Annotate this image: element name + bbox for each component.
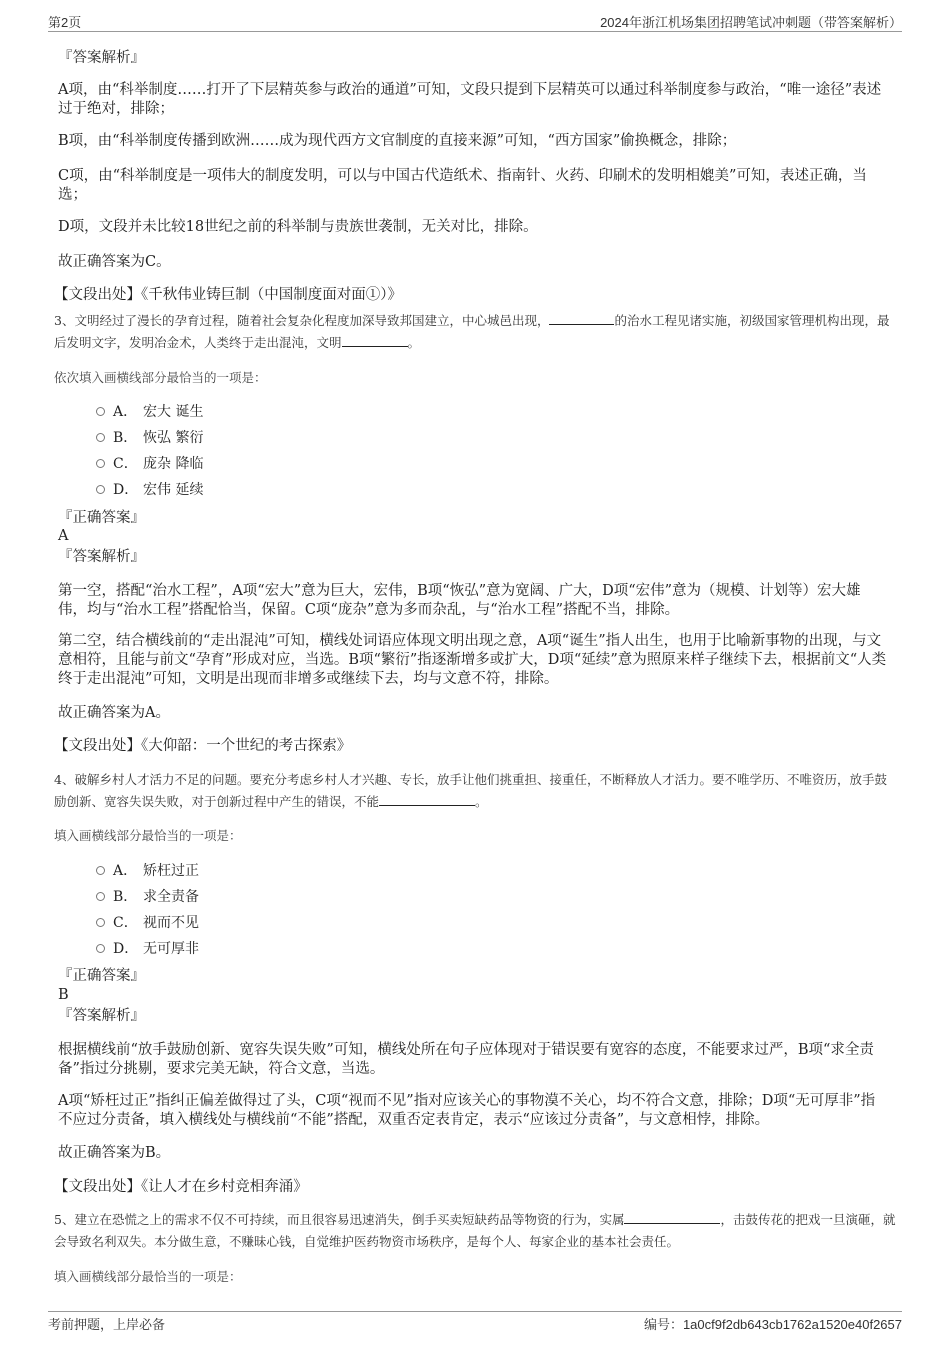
- page-footer: [48, 1314, 902, 1334]
- q3-option-c[interactable]: C． 庞杂 降临: [96, 453, 203, 473]
- q3-source: 【文段出处】《大仰韶：一个世纪的考古探索》: [54, 738, 352, 754]
- radio-icon[interactable]: [96, 407, 105, 416]
- q2-analysis-a: A项，由“科举制度……打开了下层精英参与政治的通道”可知，文段只提到下层精英可以通过科举制度参与政治，“唯一途径”表述过于绝对，排除；: [58, 82, 882, 117]
- q4-conclusion: 故正确答案为B。: [58, 1145, 171, 1161]
- q3-analysis-2: 第二空，结合横线前的“走出混沌”可知，横线处词语应体现文明出现之意，A项“诞生”指人出生，也用于比喻新事物的出现，与文意相符，且能与前文“孕育”形成对应，当选。B项“繁衍”指逐渐增多或扩大，D项“延续”意为照原来样子继续下去，根据前文“人类终于走出混沌”可知，文明是出现而非增多或继续下去，均与文意不符，排除。: [58, 633, 887, 687]
- q4-option-a[interactable]: A． 矫枉过正: [96, 860, 199, 880]
- q4-blank: [379, 793, 475, 806]
- q3-answer: A: [58, 528, 69, 544]
- q3-conclusion: 故正确答案为A。: [58, 705, 170, 721]
- q5-blank: [624, 1211, 720, 1224]
- q5-prompt: 填入画横线部分最恰当的一项是：: [54, 1269, 242, 1284]
- document-code: 编号：1a0cf9f2db643cb1762a1520e40f2657: [643, 1317, 902, 1332]
- q4-analysis-label: 『答案解析』: [58, 1008, 145, 1024]
- q2-analysis-b: B项，由“科举制度传播到欧洲……成为现代西方文官制度的直接来源”可知，“西方国家”偷换概念，排除；: [58, 133, 737, 149]
- q3-answer-label: 『正确答案』: [58, 510, 145, 526]
- q4-question: 4、破解乡村人才活力不足的问题。要充分考虑乡村人才兴趣、专长，放手让他们挑重担、接重任，不断释放人才活力。要不唯学历、不唯资历，放手鼓励创新、宽容失误失败，对于创新过程中产生的错误，不能 。: [54, 772, 887, 809]
- q4-prompt: 填入画横线部分最恰当的一项是：: [54, 828, 242, 843]
- radio-icon[interactable]: [96, 459, 105, 468]
- q4-source: 【文段出处】《让人才在乡村竞相奔涌》: [54, 1179, 308, 1195]
- q3-blank-1: [549, 312, 614, 325]
- q4-option-b[interactable]: B． 求全责备: [96, 886, 199, 906]
- q5-question: 5、建立在恐慌之上的需求不仅不可持续，而且很容易迅速消失，倒手买卖短缺药品等物资的行为，实属 ，击鼓传花的把戏一旦演砸，就会导致名利双失。本分做生意，不赚昧心钱，自觉维护医药物资市场秩序，是每个人、每家企业的基本社会责任。: [54, 1212, 896, 1249]
- q2-analysis-d: D项，文段并未比较18世纪之前的科举制与贵族世袭制，无关对比，排除。: [58, 219, 538, 235]
- q2-conclusion: 故正确答案为C。: [58, 254, 171, 270]
- radio-icon[interactable]: [96, 918, 105, 927]
- q4-option-d[interactable]: D． 无可厚非: [96, 938, 199, 958]
- radio-icon[interactable]: [96, 866, 105, 875]
- q3-question: 3、文明经过了漫长的孕育过程，随着社会复杂化程度加深导致邦国建立，中心城邑出现， 的治水工程见诸实施，初级国家管理机构出现，最后发明文字，发明冶金术，人类终于走出混沌，文明 。: [54, 313, 890, 350]
- q3-blank-2: [342, 334, 408, 347]
- radio-icon[interactable]: [96, 485, 105, 494]
- q4-option-c[interactable]: C． 视而不见: [96, 912, 199, 932]
- radio-icon[interactable]: [96, 892, 105, 901]
- q3-option-a[interactable]: A． 宏大 诞生: [96, 401, 203, 421]
- q2-analysis-label: 『答案解析』: [58, 50, 145, 66]
- q4-answer-label: 『正确答案』: [58, 968, 145, 984]
- q4-answer: B: [58, 987, 69, 1003]
- header-divider: [48, 31, 902, 32]
- footer-divider: [48, 1311, 902, 1312]
- q3-option-b[interactable]: B． 恢弘 繁衍: [96, 427, 203, 447]
- q2-analysis-c: C项，由“科举制度是一项伟大的制度发明，可以与中国古代造纸术、指南针、火药、印刷术的发明相媲美”可知，表述正确，当选；: [58, 168, 867, 203]
- q3-option-d[interactable]: D． 宏伟 延续: [96, 479, 203, 499]
- page-number: 第2页: [48, 15, 82, 30]
- q3-prompt: 依次填入画横线部分最恰当的一项是：: [54, 370, 267, 385]
- radio-icon[interactable]: [96, 944, 105, 953]
- q3-analysis-label: 『答案解析』: [58, 549, 145, 565]
- document-title: 2024年浙江机场集团招聘笔试冲刺题（带答案解析）: [600, 15, 902, 30]
- q4-analysis-2: A项“矫枉过正”指纠正偏差做得过了头，C项“视而不见”指对应该关心的事物漠不关心，均不符合文意，排除；D项“无可厚非”指不应过分责备，填入横线处与横线前“不能”搭配，双重否定表肯定，表示“应该过分责备”，与文意相悖，排除。: [58, 1093, 876, 1128]
- footer-slogan: 考前押题，上岸必备: [48, 1317, 166, 1332]
- q3-analysis-1: 第一空，搭配“治水工程”，A项“宏大”意为巨大，宏伟，B项“恢弘”意为宽阔、广大，D项“宏伟”意为（规模、计划等）宏大雄伟，均与“治水工程”搭配恰当，保留。C项“庞杂”意为多而杂乱，与“治水工程”搭配不当，排除。: [58, 583, 861, 618]
- q4-analysis-1: 根据横线前“放手鼓励创新、宽容失误失败”可知，横线处所在句子应体现对于错误要有宽容的态度，不能要求过严，B项“求全责备”指过分挑剔，要求完美无缺，符合文意，当选。: [58, 1042, 874, 1077]
- radio-icon[interactable]: [96, 433, 105, 442]
- page-header: [48, 12, 902, 32]
- q2-source: 【文段出处】《千秋伟业铸巨制（中国制度面对面①）》: [54, 287, 402, 303]
